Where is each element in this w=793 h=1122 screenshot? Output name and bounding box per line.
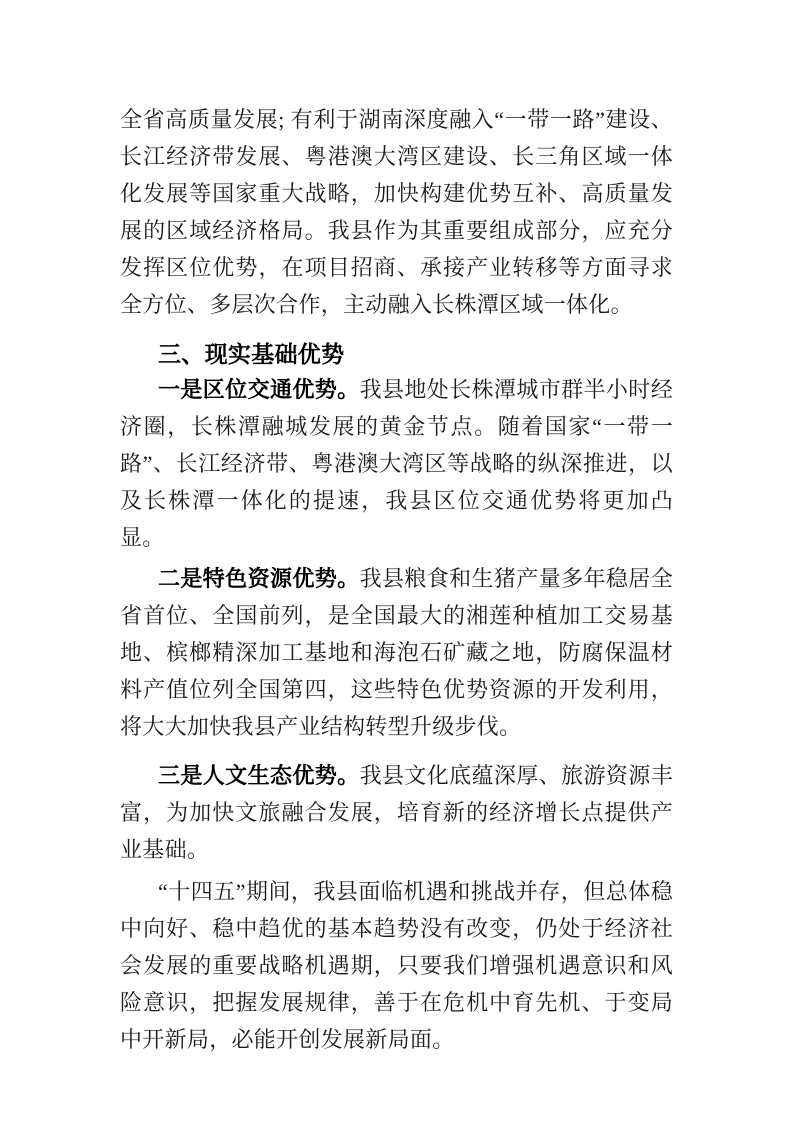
paragraph-text: 我县地处长株潭城市群半小时经济圈，长株潭融城发展的黄金节点。随着国家“一带一路”、长江经济带、粤港澳大湾区等战略的纵深推进，以及长株潭一体化的提速，我县区位交通优势将更加凸显。 [120, 377, 674, 550]
section-heading: 三、现实基础优势 [158, 341, 345, 367]
paragraph [120, 873, 673, 1058]
paragraph-lead: 三是人文生态优势。 [158, 763, 360, 788]
paragraph-text: 我县文化底蕴深厚、旅游资源丰富，为加快文旅融合发展，培育新的经济增长点提供产业基础。 [120, 763, 674, 862]
paragraph [120, 757, 673, 868]
paragraph-continuation: 全省高质量发展; 有利于湖南深度融入“一带一路”建设、长江经济带发展、粤港澳大湾区建设、长三角区域一体化发展等国家重大战略，加快构建优势互补、高质量发展的区域经济格局。我县作为其重要组成部分，应充分发挥区位优势，在项目招商、承接产业转移等方面寻求全方位、多层次合作，主动融入长株潭区域一体化。 [120, 107, 673, 317]
paragraph [120, 371, 673, 556]
paragraph-text: “十四五”期间，我县面临机遇和挑战并存，但总体稳中向好、稳中趋优的基本趋势没有改变，仍处于经济社会发展的重要战略机遇期，只要我们增强机遇意识和风险意识，把握发展规律，善于在危机中育先机、于变局中开新局，必能开创发展新局面。 [120, 879, 673, 1052]
paragraph-text: 我县粮食和生猪产量多年稳居全省首位、全国前列，是全国最大的湘莲种植加工交易基地、槟榔精深加工基地和海泡石矿藏之地，防腐保温材料产值位列全国第四，这些特色优势资源的开发利用，将大大加快我县产业结构转型升级步伐。 [120, 566, 674, 739]
paragraph-lead: 二是特色资源优势。 [158, 566, 360, 591]
paragraph [120, 560, 673, 745]
paragraph-lead: 一是区位交通优势。 [158, 377, 360, 402]
